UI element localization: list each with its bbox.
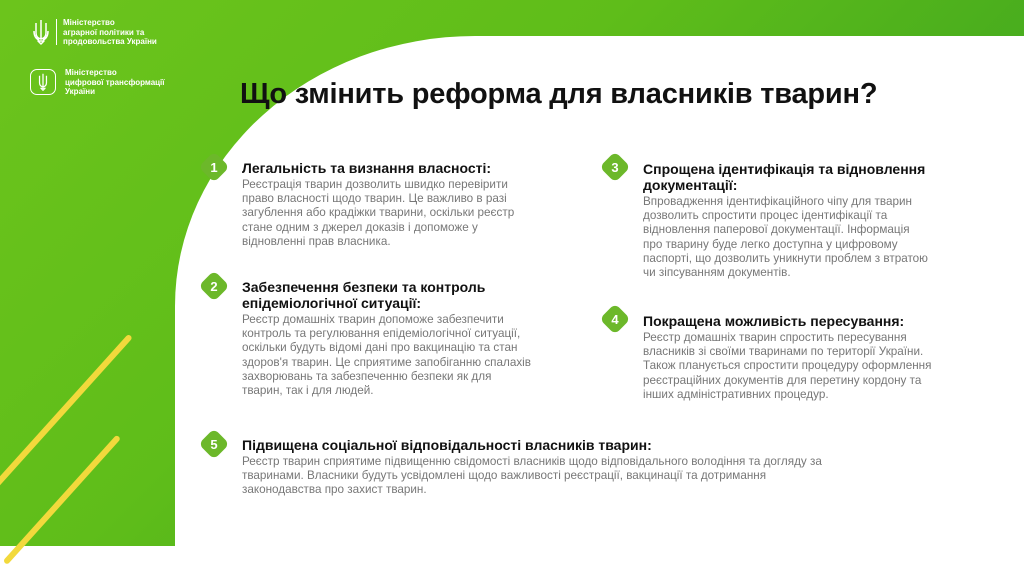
ministry-agrarian-logo: [33, 18, 157, 47]
item-text: Впровадження ідентифікаційного чіпу для тварин дозволить спростити процес ідентифікації та відновлення паперової документації. Інформація про тварину буде легко доступна у цифровому паспорті, що дозволить уникнути проблем з втратою чи зіпсуванням документів.: [643, 195, 928, 280]
item-text: Реєстр домашніх тварин спростить пересування власників зі своїми тваринами по території України. Також планується спростити процедуру оформлення реєстраційних документів для перетину кордону та інших адміністративних процедур.: [643, 331, 932, 401]
item-text: Реєстр домашніх тварин допоможе забезпечити контроль та регулювання епідеміологічної ситуації, оскільки будуть відомі дані про вакцинацію та стан здоров'я тварин. Це сприятиме запобіганню спалахів захворювань та забезпеченню безпеки як для тварин, так і для людей.: [242, 313, 531, 398]
item-text: Реєстрація тварин дозволить швидко перевірити право власності щодо тварин. Це важливо в разі загублення або крадіжки тварини, оскільки реєстр стане одним з джерел доказів і допоможе у відновленні прав власника.: [242, 178, 515, 248]
badge-3: 3: [598, 150, 632, 184]
item-title: Спрощена ідентифікація та відновлення документації:: [643, 161, 926, 193]
item-title: Легальність та визнання власності:: [242, 160, 492, 176]
item-title: Підвищена соціальної відповідальності власників тварин:: [242, 437, 652, 453]
ministry-digital-logo: [30, 68, 165, 97]
trident-icon: [33, 19, 49, 45]
logo-divider: [56, 19, 57, 45]
item-4: [643, 313, 1008, 402]
badge-5: 5: [197, 427, 231, 461]
ministry-agrarian-name: Міністерство аграрної політики та продовольства України: [63, 18, 157, 46]
badge-2: 2: [197, 269, 231, 303]
trident-box-icon: [30, 69, 56, 95]
item-3: [643, 161, 1008, 280]
item-title: Забезпечення безпеки та контроль епідеміологічної ситуації:: [242, 279, 486, 311]
page-title: Що змінить реформа для власників тварин?: [240, 78, 878, 110]
badge-4: 4: [598, 302, 632, 336]
ministry-digital-name: Міністерство цифрової трансформації України: [65, 68, 165, 96]
item-5: [242, 437, 1007, 498]
badge-1: 1: [197, 150, 231, 184]
item-1: [242, 160, 582, 249]
item-2: [242, 279, 587, 398]
item-title: Покращена можливість пересування:: [643, 313, 905, 329]
item-text: Реєстр тварин сприятиме підвищенню свідомості власників щодо відповідального володіння та догляду за тваринами. Власники будуть усвідомлені щодо важливості реєстрації, вакцинації та дотримання законодавства про захист тварин.: [242, 455, 822, 497]
